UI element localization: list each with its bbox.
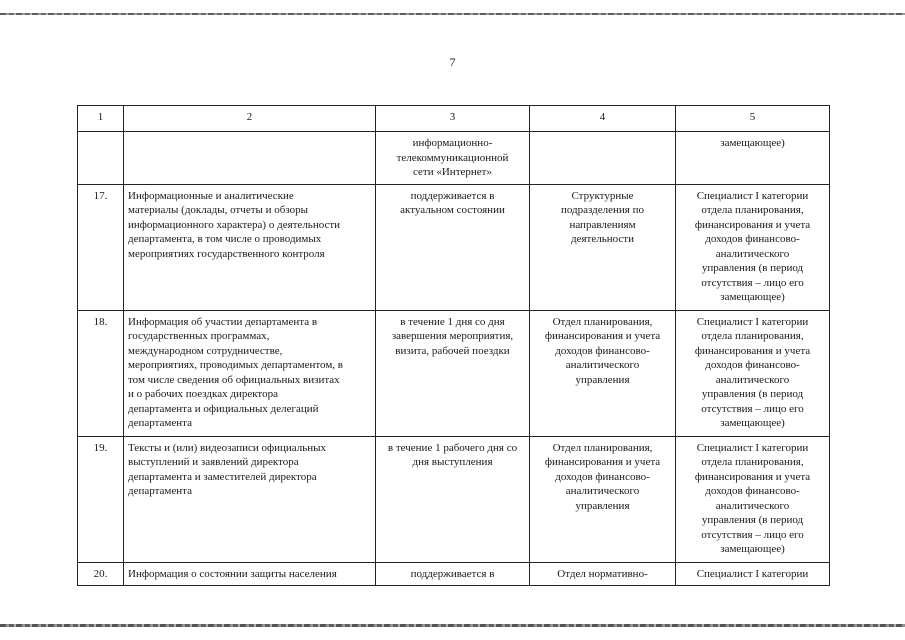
row-number: 18. [78,310,124,436]
table-header-row [78,106,830,132]
responsible-person: Специалист I категории [676,562,830,586]
responsible-person: Специалист I категории отдела планирования, финансирования и учета доходов финансово- аналитического управления (в период отсутствия – лицо его замещающее) [676,184,830,310]
info-description: Информация об участии департамента в государственных программах, международном сотрудничестве, мероприятиях, проводимых департаментом, в том числе сведения об официальных визитах и о рабочих поездках директора департамента и официальных делегаций департамента [124,310,376,436]
table-row [78,436,830,562]
row-number: 20. [78,562,124,586]
responsible-person: Специалист I категории отдела планирования, финансирования и учета доходов финансово- аналитического управления (в период отсутствия – лицо его замещающее) [676,436,830,562]
table-row [78,132,830,185]
row-number: 17. [78,184,124,310]
responsible-unit [530,132,676,185]
responsible-unit: Структурные подразделения по направлениям деятельности [530,184,676,310]
info-description: Информационные и аналитические материалы (доклады, отчеты и обзоры информационного характера) о деятельности департамента, в том числе о проводимых мероприятиях государственного контроля [124,184,376,310]
scan-edge-top [0,13,905,15]
update-period: информационно- телекоммуникационной сети «Интернет» [376,132,530,185]
row-number [78,132,124,185]
responsible-unit: Отдел планирования, финансирования и учета доходов финансово- аналитического управления [530,310,676,436]
update-period: поддерживается в актуальном состоянии [376,184,530,310]
update-period: в течение 1 дня со дня завершения мероприятия, визита, рабочей поездки [376,310,530,436]
responsible-person: замещающее) [676,132,830,185]
column-header-3: 3 [376,106,530,132]
scan-edge-bottom [0,624,905,627]
information-table [77,105,830,586]
column-header-2: 2 [124,106,376,132]
info-description [124,132,376,185]
table-row [78,310,830,436]
column-header-4: 4 [530,106,676,132]
page-number: 7 [449,55,456,69]
update-period: поддерживается в [376,562,530,586]
table-row [78,562,830,586]
responsible-unit: Отдел планирования, финансирования и учета доходов финансово- аналитического управления [530,436,676,562]
column-header-1: 1 [78,106,124,132]
row-number: 19. [78,436,124,562]
table-row [78,184,830,310]
responsible-unit: Отдел нормативно- [530,562,676,586]
info-description: Тексты и (или) видеозаписи официальных выступлений и заявлений директора департамента и заместителей директора департамента [124,436,376,562]
responsible-person: Специалист I категории отдела планирования, финансирования и учета доходов финансово- аналитического управления (в период отсутствия – лицо его замещающее) [676,310,830,436]
column-header-5: 5 [676,106,830,132]
update-period: в течение 1 рабочего дня со дня выступления [376,436,530,562]
info-description: Информация о состоянии защиты населения [124,562,376,586]
